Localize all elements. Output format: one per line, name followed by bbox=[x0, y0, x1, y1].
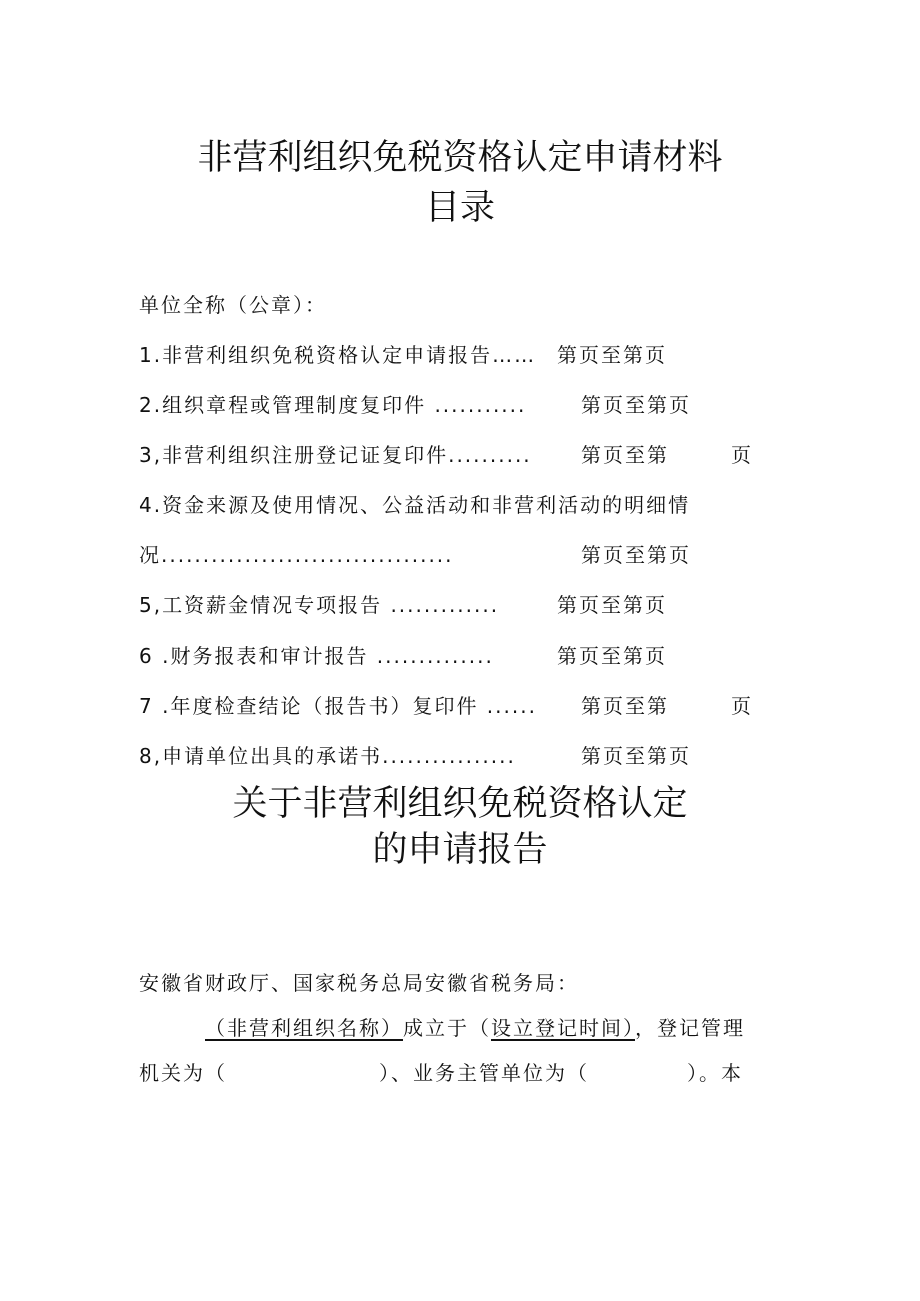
toc-item-3-text: 3,非营利组织注册登记证复印件.......... bbox=[139, 443, 532, 467]
toc-item-7-text: 7 .年度检查结论（报告书）复印件 ...... bbox=[139, 694, 537, 718]
toc-item-7-pages: 第页至第 bbox=[581, 694, 669, 718]
document-title: 非营利组织免税资格认定申请材料 bbox=[197, 138, 723, 178]
toc-item-3-suffix: 页 bbox=[731, 443, 753, 467]
toc-item-6-text: 6 .财务报表和审计报告 .............. bbox=[139, 644, 494, 668]
toc-item-1-text: 1.非营利组织免税资格认定申请报告…… bbox=[139, 343, 537, 367]
toc-item-2-pages: 第页至第页 bbox=[581, 393, 691, 417]
paragraph-line-1 bbox=[205, 1015, 745, 1041]
registration-authority-text: ，登记管理 bbox=[635, 1016, 745, 1040]
toc-item-6-pages: 第页至第页 bbox=[557, 644, 667, 668]
toc-item-7-suffix: 页 bbox=[731, 694, 753, 718]
paragraph-line-2 bbox=[139, 1060, 743, 1086]
toc-item-1-pages: 第页至第页 bbox=[557, 343, 667, 367]
founded-text: 成立于（ bbox=[403, 1016, 491, 1040]
continuation-text: ）。本 bbox=[687, 1061, 743, 1085]
toc-item-8-text: 8,申请单位出具的承诺书................ bbox=[139, 744, 516, 768]
toc-item-5-text: 5,工资薪金情况专项报告 ............. bbox=[139, 593, 500, 617]
authority-label: 机关为（ bbox=[139, 1061, 227, 1085]
toc-item-8-pages: 第页至第页 bbox=[581, 744, 691, 768]
org-name-field: （非营利组织名称） bbox=[205, 1016, 403, 1040]
toc-heading: 目录 bbox=[424, 188, 495, 228]
addressee: 安徽省财政厅、国家税务总局安徽省税务局： bbox=[139, 971, 579, 995]
report-title: 关于非营利组织免税资格认定 bbox=[232, 784, 688, 824]
toc-item-4-text: 4.资金来源及使用情况、公益活动和非营利活动的明细情 bbox=[139, 493, 691, 517]
toc-item-3-pages: 第页至第 bbox=[581, 443, 669, 467]
toc-item-5-pages: 第页至第页 bbox=[557, 593, 667, 617]
unit-name-label: 单位全称（公章）： bbox=[139, 293, 327, 317]
report-subtitle: 的申请报告 bbox=[372, 830, 548, 870]
toc-item-4-pages: 第页至第页 bbox=[581, 543, 691, 567]
registration-time-field: 设立登记时间） bbox=[491, 1016, 635, 1040]
toc-item-2-text: 2.组织章程或管理制度复印件 ........... bbox=[139, 393, 527, 417]
toc-item-4-cont-text: 况................................... bbox=[139, 543, 454, 567]
supervisor-label: ）、业务主管单位为（ bbox=[379, 1061, 589, 1085]
